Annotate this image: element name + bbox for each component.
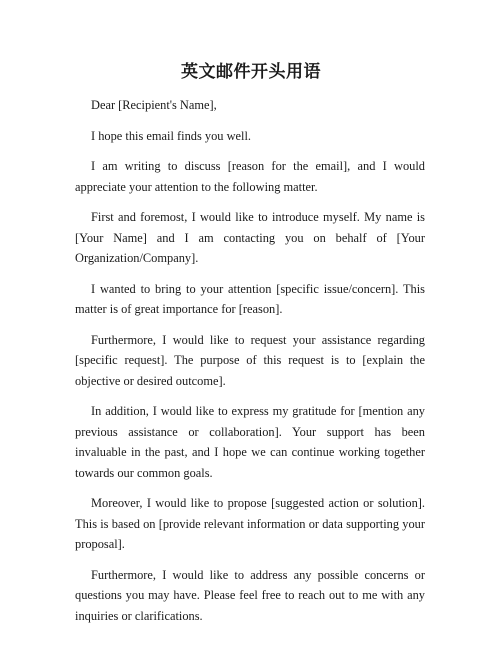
opening-line: I hope this email finds you well.: [91, 128, 252, 143]
paragraph-gratitude: In addition, I would like to express my gratitude for [mention any previous assistance or collaboration]. Your support has been invaluable in the past, and I hope we can continue working together towards our common goals.: [75, 404, 425, 480]
paragraph-concerns: Furthermore, I would like to address any possible concerns or questions you may have. Please feel free to reach out to me with any inquiries or clarifications.: [75, 567, 425, 623]
paragraph-introduction: First and foremost, I would like to introduce myself. My name is [Your Name] and I am contacting you on behalf of [Your Organization/Company].: [75, 210, 425, 265]
paragraph-proposal: Moreover, I would like to propose [suggested action or solution]. This is based on [provide relevant information or data supporting your proposal].: [75, 496, 425, 551]
document-title: 英文邮件开头用语: [181, 62, 321, 82]
paragraph-issue: I wanted to bring to your attention [specific issue/concern]. This matter is of great importance for [reason].: [75, 281, 425, 316]
paragraph-request: Furthermore, I would like to request your assistance regarding [specific request]. The purpose of this request is to [explain the objective or desired outcome].: [75, 332, 425, 388]
salutation: Dear [Recipient's Name],: [91, 98, 217, 112]
document-body: [75, 95, 425, 636]
paragraph-purpose: I am writing to discuss [reason for the email], and I would appreciate your attention to the following matter.: [75, 159, 425, 194]
